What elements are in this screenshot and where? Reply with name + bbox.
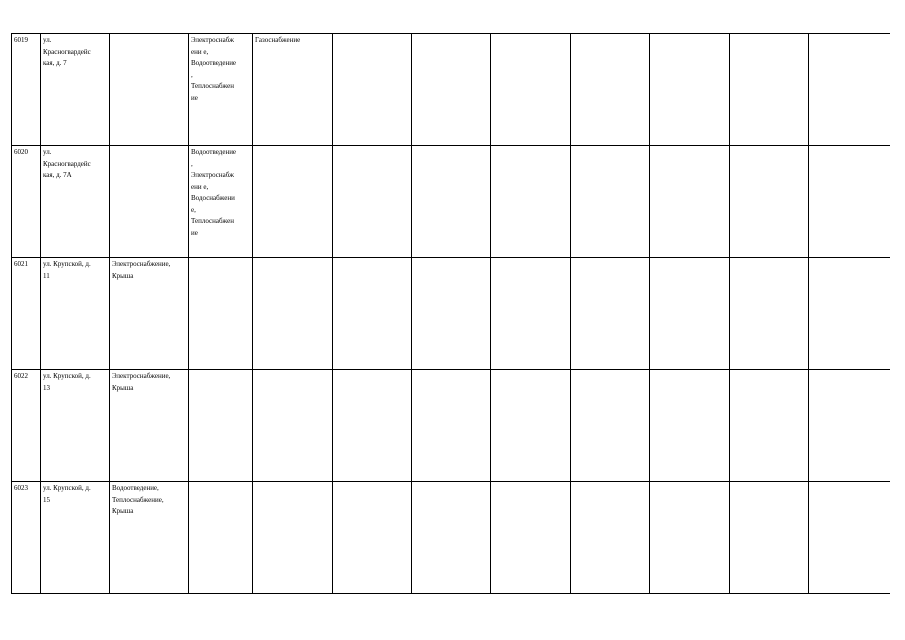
cell-empty (809, 370, 890, 482)
table-row (12, 146, 890, 258)
cell-empty (730, 370, 809, 482)
cell-empty (650, 482, 730, 594)
cell-empty (333, 146, 412, 258)
cell-empty (571, 370, 650, 482)
cell-works-b: Водоотведение , Электроснабж ени е, Водоснабжени е, Теплоснабжен ие (189, 146, 253, 258)
cell-empty (333, 370, 412, 482)
cell-id: 6022 (12, 370, 41, 482)
cell-id: 6023 (12, 482, 41, 594)
cell-works-a: Водоотведение, Теплоснабжение, Крыша (110, 482, 189, 594)
cell-works-b (189, 258, 253, 370)
cell-works-a (110, 34, 189, 146)
cell-works-c (253, 146, 333, 258)
cell-empty (412, 482, 491, 594)
cell-empty (809, 146, 890, 258)
cell-empty (809, 258, 890, 370)
cell-empty (412, 258, 491, 370)
cell-empty (491, 258, 571, 370)
cell-address: ул. Крупской, д. 13 (41, 370, 110, 482)
cell-empty (809, 482, 890, 594)
cell-empty (491, 482, 571, 594)
cell-id: 6020 (12, 146, 41, 258)
cell-works-b (189, 370, 253, 482)
cell-empty (412, 370, 491, 482)
cell-empty (730, 146, 809, 258)
cell-empty (412, 34, 491, 146)
cell-works-c (253, 258, 333, 370)
cell-empty (730, 34, 809, 146)
cell-empty (491, 370, 571, 482)
cell-empty (333, 482, 412, 594)
cell-works-c (253, 370, 333, 482)
cell-id: 6019 (12, 34, 41, 146)
cell-empty (730, 258, 809, 370)
table-row (12, 258, 890, 370)
cell-empty (491, 146, 571, 258)
cell-empty (491, 34, 571, 146)
cell-works-a: Электроснабжение, Крыша (110, 370, 189, 482)
table-row (12, 370, 890, 482)
cell-empty (571, 146, 650, 258)
cell-empty (809, 34, 890, 146)
table-row (12, 482, 890, 594)
cell-empty (650, 146, 730, 258)
cell-id: 6021 (12, 258, 41, 370)
cell-works-a (110, 146, 189, 258)
cell-address: ул. Красногвардейс кая, д. 7А (41, 146, 110, 258)
cell-empty (650, 370, 730, 482)
cell-works-b (189, 482, 253, 594)
table-row (12, 34, 890, 146)
cell-address: ул. Крупской, д. 15 (41, 482, 110, 594)
cell-empty (412, 146, 491, 258)
data-table (11, 33, 890, 594)
cell-works-c (253, 482, 333, 594)
cell-empty (571, 482, 650, 594)
cell-empty (333, 34, 412, 146)
cell-empty (571, 34, 650, 146)
cell-empty (730, 482, 809, 594)
cell-empty (650, 34, 730, 146)
cell-address: ул. Крупской, д. 11 (41, 258, 110, 370)
cell-works-a: Электроснабжение, Крыша (110, 258, 189, 370)
cell-works-b: Электроснабж ени е, Водоотведение , Теплоснабжен ие (189, 34, 253, 146)
cell-address: ул. Красногвардейс кая, д. 7 (41, 34, 110, 146)
cell-empty (650, 258, 730, 370)
cell-empty (333, 258, 412, 370)
cell-works-c: Газоснабжение (253, 34, 333, 146)
cell-empty (571, 258, 650, 370)
